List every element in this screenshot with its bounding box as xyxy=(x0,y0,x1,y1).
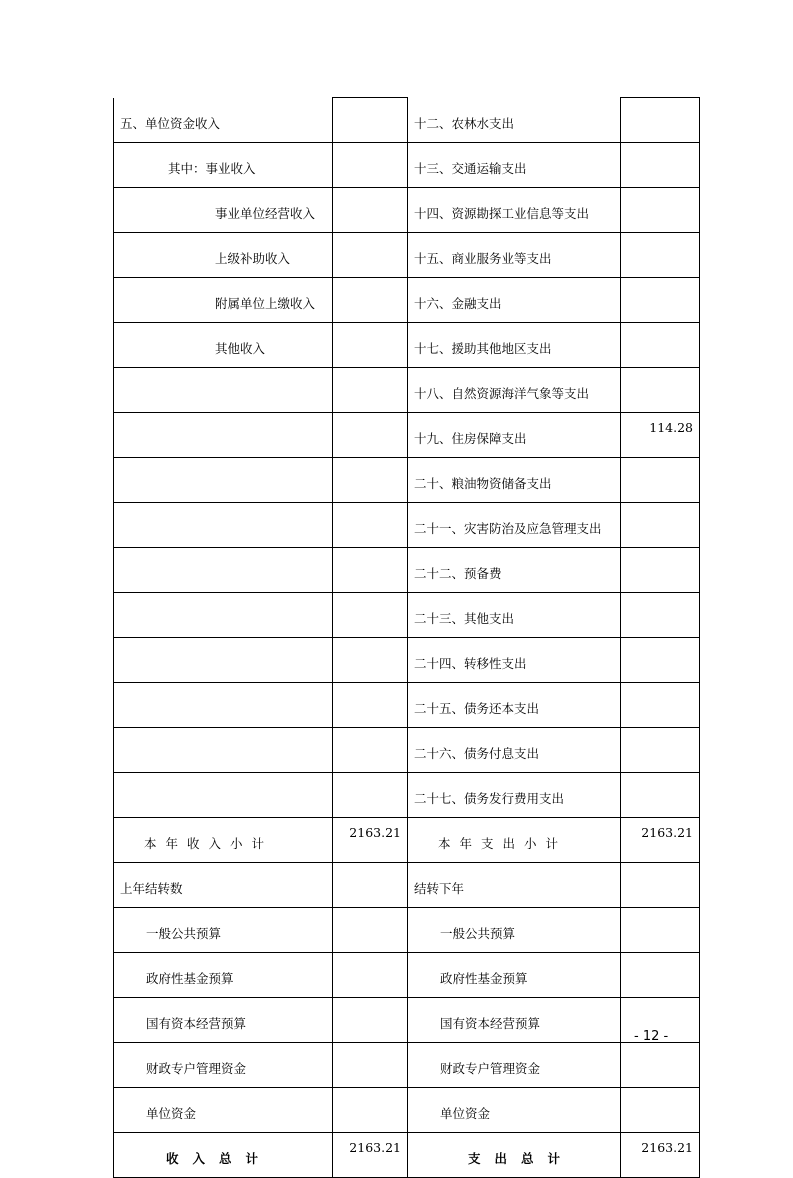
expense-amount-cell xyxy=(621,953,700,998)
table-row xyxy=(114,683,700,728)
expense-label-cell: 十二、农林水支出 xyxy=(408,98,621,143)
income-label-cell: 单位资金 xyxy=(114,1088,333,1133)
income-amount-cell xyxy=(333,98,408,143)
income-amount-cell xyxy=(333,953,408,998)
budget-table-body xyxy=(114,98,700,1178)
expense-label-cell: 二十、粮油物资储备支出 xyxy=(408,458,621,503)
table-row xyxy=(114,458,700,503)
expense-amount-cell xyxy=(621,728,700,773)
expense-label-cell: 二十二、预备费 xyxy=(408,548,621,593)
income-amount-cell xyxy=(333,1088,408,1133)
income-amount-cell: 2163.21 xyxy=(333,818,408,863)
expense-label-cell: 二十三、其他支出 xyxy=(408,593,621,638)
income-amount-cell xyxy=(333,188,408,233)
income-label-cell: 本年收入小计 xyxy=(114,818,333,863)
table-row xyxy=(114,278,700,323)
expense-amount-cell xyxy=(621,1088,700,1133)
income-amount-cell xyxy=(333,908,408,953)
income-amount-cell xyxy=(333,458,408,503)
income-amount-cell xyxy=(333,233,408,278)
expense-label-cell: 结转下年 xyxy=(408,863,621,908)
income-label-cell xyxy=(114,683,333,728)
table-row xyxy=(114,818,700,863)
expense-label-cell: 十七、援助其他地区支出 xyxy=(408,323,621,368)
expense-amount-cell xyxy=(621,458,700,503)
table-row xyxy=(114,863,700,908)
income-label-cell: 收入总计 xyxy=(114,1133,333,1178)
income-label-cell: 其中：事业收入 xyxy=(114,143,333,188)
table-row xyxy=(114,368,700,413)
income-label-cell xyxy=(114,413,333,458)
expense-amount-cell xyxy=(621,323,700,368)
expense-label-cell: 十三、交通运输支出 xyxy=(408,143,621,188)
table-row xyxy=(114,728,700,773)
expense-amount-cell xyxy=(621,1043,700,1088)
income-amount-cell xyxy=(333,998,408,1043)
table-row xyxy=(114,773,700,818)
expense-label-cell: 一般公共预算 xyxy=(408,908,621,953)
table-row xyxy=(114,143,700,188)
expense-amount-cell xyxy=(621,503,700,548)
income-amount-cell xyxy=(333,548,408,593)
expense-label-cell: 政府性基金预算 xyxy=(408,953,621,998)
expense-amount-cell xyxy=(621,143,700,188)
table-row xyxy=(114,593,700,638)
expense-amount-cell xyxy=(621,233,700,278)
income-label-cell: 五、单位资金收入 xyxy=(114,98,333,143)
expense-amount-cell: 114.28 xyxy=(621,413,700,458)
income-label-cell: 政府性基金预算 xyxy=(114,953,333,998)
income-amount-cell xyxy=(333,143,408,188)
table-row xyxy=(114,98,700,143)
page-number: - 12 - xyxy=(634,1029,669,1044)
table-row xyxy=(114,548,700,593)
expense-label-cell: 二十一、灾害防治及应急管理支出 xyxy=(408,503,621,548)
table-row xyxy=(114,908,700,953)
expense-label-cell: 二十四、转移性支出 xyxy=(408,638,621,683)
table-row xyxy=(114,998,700,1043)
expense-amount-cell: 2163.21 xyxy=(621,818,700,863)
income-label-cell: 上级补助收入 xyxy=(114,233,333,278)
expense-amount-cell xyxy=(621,683,700,728)
expense-amount-cell xyxy=(621,548,700,593)
expense-amount-cell: 2163.21 xyxy=(621,1133,700,1178)
expense-label-cell: 十九、住房保障支出 xyxy=(408,413,621,458)
table-row xyxy=(114,188,700,233)
income-label-cell xyxy=(114,503,333,548)
income-amount-cell xyxy=(333,413,408,458)
income-label-cell: 国有资本经营预算 xyxy=(114,998,333,1043)
income-label-cell: 财政专户管理资金 xyxy=(114,1043,333,1088)
income-amount-cell xyxy=(333,503,408,548)
income-label-cell: 上年结转数 xyxy=(114,863,333,908)
income-label-cell xyxy=(114,458,333,503)
table-row xyxy=(114,233,700,278)
income-amount-cell xyxy=(333,638,408,683)
expense-label-cell: 二十七、债务发行费用支出 xyxy=(408,773,621,818)
income-label-cell xyxy=(114,728,333,773)
table-row xyxy=(114,638,700,683)
income-label-cell: 附属单位上缴收入 xyxy=(114,278,333,323)
table-row xyxy=(114,323,700,368)
income-label-cell: 事业单位经营收入 xyxy=(114,188,333,233)
table-row xyxy=(114,1133,700,1178)
income-amount-cell: 2163.21 xyxy=(333,1133,408,1178)
budget-table xyxy=(113,97,700,1178)
income-amount-cell xyxy=(333,683,408,728)
expense-label-cell: 二十五、债务还本支出 xyxy=(408,683,621,728)
expense-label-cell: 十六、金融支出 xyxy=(408,278,621,323)
expense-amount-cell xyxy=(621,593,700,638)
income-amount-cell xyxy=(333,278,408,323)
expense-label-cell: 单位资金 xyxy=(408,1088,621,1133)
expense-amount-cell xyxy=(621,98,700,143)
expense-label-cell: 十八、自然资源海洋气象等支出 xyxy=(408,368,621,413)
income-label-cell xyxy=(114,638,333,683)
expense-amount-cell xyxy=(621,368,700,413)
expense-label-cell: 十五、商业服务业等支出 xyxy=(408,233,621,278)
expense-amount-cell xyxy=(621,638,700,683)
table-row xyxy=(114,1088,700,1133)
income-amount-cell xyxy=(333,323,408,368)
expense-label-cell: 财政专户管理资金 xyxy=(408,1043,621,1088)
income-amount-cell xyxy=(333,728,408,773)
income-label-cell: 其他收入 xyxy=(114,323,333,368)
income-label-cell xyxy=(114,773,333,818)
expense-amount-cell xyxy=(621,863,700,908)
expense-amount-cell xyxy=(621,188,700,233)
expense-label-cell: 二十六、债务付息支出 xyxy=(408,728,621,773)
table-row xyxy=(114,1043,700,1088)
income-label-cell xyxy=(114,548,333,593)
income-label-cell xyxy=(114,368,333,413)
income-amount-cell xyxy=(333,773,408,818)
income-amount-cell xyxy=(333,368,408,413)
income-amount-cell xyxy=(333,863,408,908)
expense-amount-cell xyxy=(621,278,700,323)
expense-amount-cell xyxy=(621,908,700,953)
table-row xyxy=(114,953,700,998)
expense-label-cell: 十四、资源勘探工业信息等支出 xyxy=(408,188,621,233)
expense-label-cell: 国有资本经营预算 xyxy=(408,998,621,1043)
income-label-cell xyxy=(114,593,333,638)
income-amount-cell xyxy=(333,1043,408,1088)
table-row xyxy=(114,503,700,548)
table-row xyxy=(114,413,700,458)
income-label-cell: 一般公共预算 xyxy=(114,908,333,953)
expense-label-cell: 支出总计 xyxy=(408,1133,621,1178)
income-amount-cell xyxy=(333,593,408,638)
expense-amount-cell xyxy=(621,773,700,818)
expense-label-cell: 本年支出小计 xyxy=(408,818,621,863)
